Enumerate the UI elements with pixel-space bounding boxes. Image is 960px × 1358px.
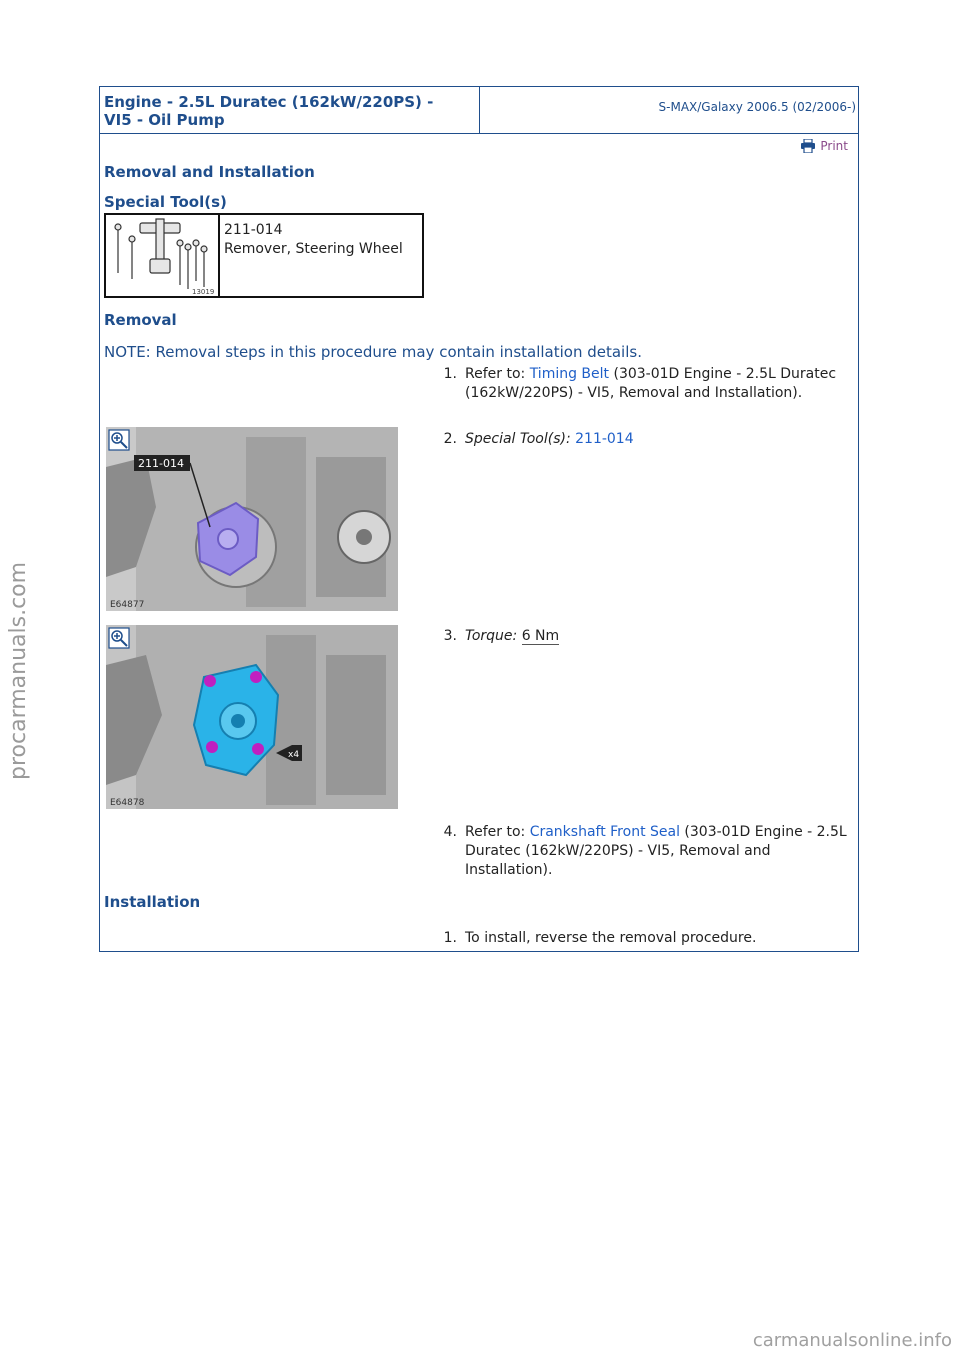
vehicle-model: S-MAX/Galaxy 2006.5 (02/2006-) (658, 100, 856, 114)
tool-illustration (106, 215, 218, 296)
watermark-left: procarmanuals.com (6, 561, 31, 780)
printer-icon (800, 139, 816, 153)
zoom-icon[interactable] (108, 627, 130, 649)
step-suffix: (303-01D Engine - 2.5L Duratec (162kW/220PS) - VI5, Removal and Installation). (465, 366, 837, 401)
page-title-line2: VI5 - Oil Pump (104, 111, 225, 129)
section-title-installation: Installation (104, 893, 201, 911)
tool-image-code: 13019 (192, 288, 215, 296)
engine-photo-pump (106, 625, 398, 809)
tool-name: Remover, Steering Wheel (224, 241, 403, 257)
header-row (100, 87, 858, 134)
removal-note: NOTE: Removal steps in this procedure may contain installation details. (104, 343, 642, 361)
tool-image-cell (106, 215, 220, 296)
engine-photo-tool (106, 427, 398, 611)
step-prefix: Refer to: (465, 366, 530, 382)
step-3-photo[interactable] (106, 625, 398, 809)
procedure-frame (99, 86, 859, 952)
watermark-bottom: carmanualsonline.info (752, 1330, 952, 1351)
step-body (465, 430, 855, 449)
crankshaft-front-seal-link[interactable]: Crankshaft Front Seal (529, 824, 680, 840)
step-prefix: Refer to: (465, 824, 530, 840)
page-title-line1: Engine - 2.5L Duratec (162kW/220PS) - (104, 93, 434, 111)
step-number: 3. (443, 628, 457, 644)
torque-label: Torque: (465, 628, 518, 644)
bolt-count-callout: x4 (288, 750, 300, 760)
zoom-icon[interactable] (108, 429, 130, 451)
section-title-special-tools: Special Tool(s) (104, 193, 227, 211)
section-title-removal-installation: Removal and Installation (104, 163, 315, 181)
tool-number: 211-014 (224, 222, 283, 238)
timing-belt-link[interactable]: Timing Belt (529, 366, 610, 382)
step-body (465, 823, 855, 880)
torque-value[interactable]: 6 Nm (521, 628, 560, 644)
section-title-removal: Removal (104, 311, 177, 329)
step-body (465, 365, 855, 403)
print-button[interactable] (800, 139, 848, 153)
tool-callout: 211-014 (138, 457, 184, 470)
step-number: 1. (443, 930, 457, 946)
page-title (104, 93, 474, 129)
special-tools-label: Special Tool(s): (465, 431, 571, 447)
photo-code: E64877 (110, 600, 145, 610)
special-tool-table (104, 213, 424, 298)
step-body (465, 627, 855, 646)
step-number: 1. (443, 366, 457, 382)
step-2-photo[interactable] (106, 427, 398, 611)
step-number: 4. (443, 824, 457, 840)
photo-code: E64878 (110, 798, 145, 808)
special-tool-link[interactable]: 211-014 (575, 431, 634, 447)
tool-description (224, 221, 403, 259)
step-body: To install, reverse the removal procedure. (465, 930, 757, 946)
step-suffix: (303-01D Engine - 2.5L Duratec (162kW/220PS) - VI5, Removal and Installation). (465, 824, 847, 878)
step-number: 2. (443, 431, 457, 447)
print-label: Print (820, 139, 848, 153)
header-divider (479, 87, 480, 133)
